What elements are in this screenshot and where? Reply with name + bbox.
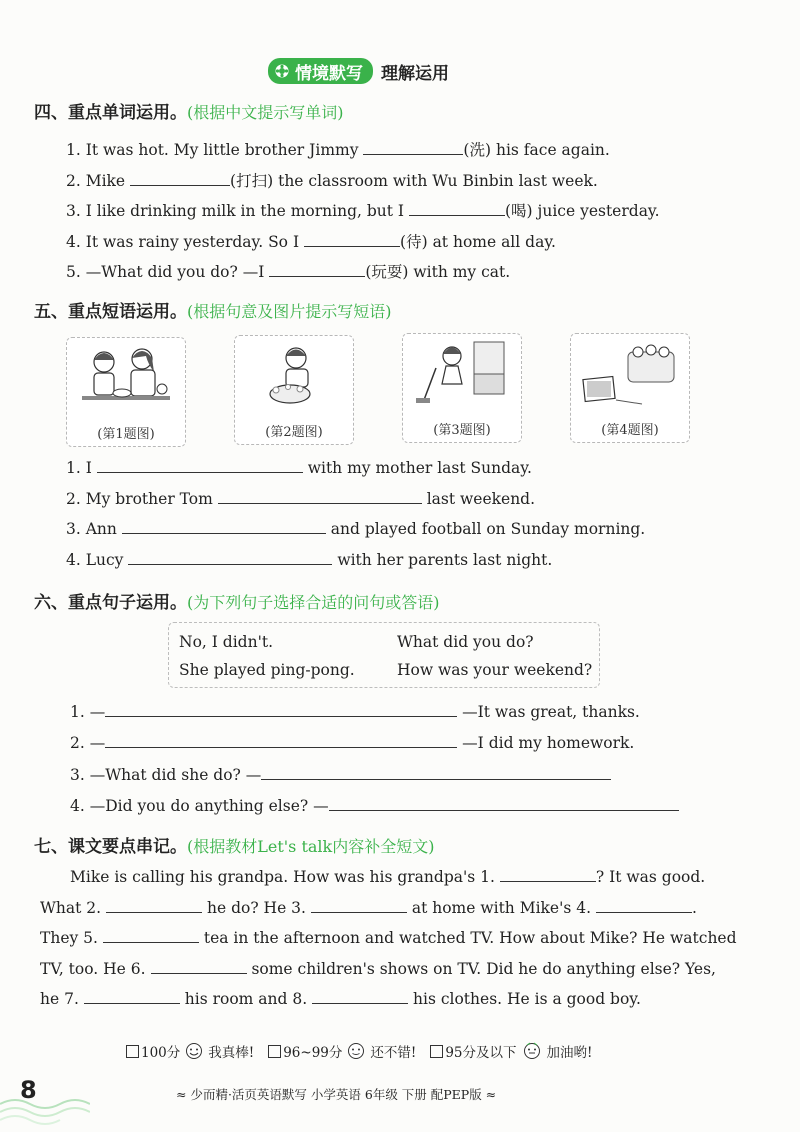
answer-blank[interactable] [105, 733, 457, 748]
section4-hint: (根据中文提示写单词) [187, 103, 344, 122]
s6-item-3: 3. —What did she do? — [70, 765, 611, 784]
section6-heading: 六、重点句子运用。 [34, 593, 187, 613]
picture-row [66, 333, 686, 445]
page-header [268, 58, 449, 84]
cooking-picture-icon [76, 342, 176, 416]
s4-item-5: 5. —What did you do? —I (玩耍) with my cat. [66, 263, 511, 281]
answer-blank[interactable] [105, 702, 457, 717]
happy-face-icon [184, 1042, 204, 1060]
picture-2 [234, 335, 354, 445]
cleaning-room-picture-icon [412, 338, 512, 412]
section6-title [34, 588, 440, 613]
picture-3 [402, 333, 522, 443]
option: How was your weekend? [397, 661, 593, 679]
answer-blank[interactable] [151, 959, 247, 974]
header-badge-text: 情境默写 [295, 63, 363, 84]
answer-blank[interactable] [269, 262, 365, 277]
watching-tv-picture-icon [580, 338, 680, 412]
s5-item-3: 3. Ann and played football on Sunday morning. [66, 520, 646, 538]
answer-blank[interactable] [218, 489, 422, 504]
wave-decoration [0, 1092, 90, 1128]
footer-text: ≈ 少而精·活页英语默写 小学英语 6年级 下册 配PEP版 ≈ [176, 1087, 497, 1102]
answer-blank[interactable] [304, 232, 400, 247]
s4-item-3: 3. I like drinking milk in the morning, but I (喝) juice yesterday. [66, 202, 660, 220]
answer-blank[interactable] [311, 898, 407, 913]
section7-title [34, 832, 435, 857]
answer-blank[interactable] [122, 519, 326, 534]
answer-blank[interactable] [329, 796, 679, 811]
answer-blank[interactable] [97, 458, 303, 473]
picture-caption: (第3题图) [433, 423, 491, 438]
section4-heading: 四、重点单词运用。 [34, 103, 187, 123]
picture-4 [570, 333, 690, 443]
answer-blank[interactable] [363, 140, 463, 155]
s4-item-1: 1. It was hot. My little brother Jimmy (洗) his face again. [66, 141, 610, 159]
s5-item-4: 4. Lucy with her parents last night. [66, 551, 553, 569]
picture-caption: (第2题图) [265, 425, 323, 440]
option: What did you do? [397, 633, 534, 651]
option: No, I didn't. [179, 633, 273, 651]
answer-blank[interactable] [106, 898, 202, 913]
s6-item-1: 1. — —It was great, thanks. [70, 703, 640, 721]
passage: Mike is calling his grandpa. How was his grandpa's 1. ? It was good. What 2. he do? He 3. at home with Mike's 4. . They 5. tea in the afternoon and watched TV. How about Mike? He watched TV, too. He 6. some children's shows on TV. Did he do anything else? Yes, he 7. his room and 8. his clothes. He is a good boy. [40, 868, 737, 1008]
option: She played ping-pong. [179, 661, 355, 679]
checkbox[interactable] [126, 1045, 139, 1058]
section7-hint: (根据教材Let's talk内容补全短文) [187, 837, 435, 856]
s5-item-1: 1. I with my mother last Sunday. [66, 459, 532, 477]
section4-title [34, 98, 344, 123]
section5-hint: (根据句意及图片提示写短语) [187, 302, 392, 321]
answer-blank[interactable] [103, 928, 199, 943]
s6-item-4: 4. —Did you do anything else? — [70, 796, 679, 815]
answer-blank[interactable] [312, 989, 408, 1004]
options-box [168, 622, 600, 688]
score-row: 100分 我真棒! 96~99分 还不错! 95分及以下 加油哟! [126, 1041, 592, 1061]
answer-blank[interactable] [261, 765, 611, 780]
answer-blank[interactable] [596, 898, 692, 913]
header-title: 理解运用 [381, 63, 449, 84]
answer-blank[interactable] [409, 201, 505, 216]
section6-hint: (为下列句子选择合适的问句或答语) [187, 593, 440, 612]
cheer-face-icon [521, 1042, 543, 1060]
answer-blank[interactable] [128, 550, 332, 565]
answer-blank[interactable] [500, 867, 596, 882]
picture-1 [66, 337, 186, 447]
picture-caption: (第4题图) [601, 423, 659, 438]
s4-item-2: 2. Mike (打扫) the classroom with Wu Binbin last week. [66, 172, 598, 190]
checkbox[interactable] [268, 1045, 281, 1058]
answer-blank[interactable] [130, 171, 230, 186]
s6-item-2: 2. — —I did my homework. [70, 734, 635, 752]
section5-heading: 五、重点短语运用。 [34, 302, 187, 322]
page-number: 8 [20, 1076, 37, 1104]
section5-title [34, 297, 392, 322]
flower-icon [274, 63, 290, 79]
smile-face-icon [346, 1042, 366, 1060]
header-badge [268, 58, 373, 84]
washing-clothes-picture-icon [244, 340, 344, 414]
section7-heading: 七、课文要点串记。 [34, 837, 187, 857]
s5-item-2: 2. My brother Tom last weekend. [66, 490, 536, 508]
picture-caption: (第1题图) [97, 427, 155, 442]
s4-item-4: 4. It was rainy yesterday. So I (待) at home all day. [66, 233, 556, 251]
answer-blank[interactable] [84, 989, 180, 1004]
checkbox[interactable] [430, 1045, 443, 1058]
